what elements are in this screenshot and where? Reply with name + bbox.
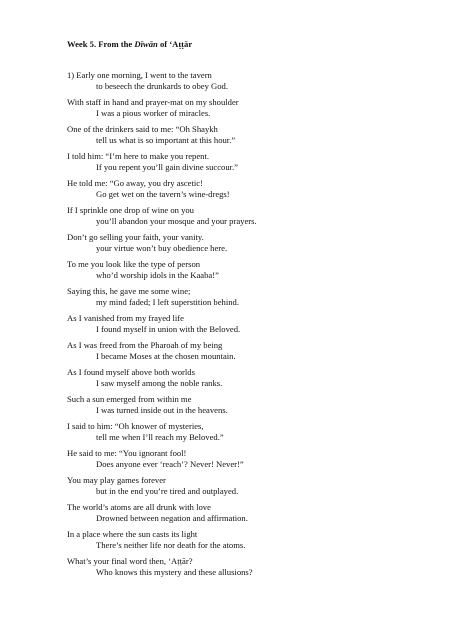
stanza-16 (67, 475, 238, 497)
stanza-7 (67, 232, 227, 254)
stanza-line: You may play games forever (67, 475, 166, 485)
stanza-line: If I sprinkle one drop of wine on you (67, 205, 194, 215)
stanza-1 (67, 70, 228, 92)
stanza-line: Such a sun emerged from within me (67, 394, 192, 404)
stanza-indented-line: your virtue won’t buy obedience here. (96, 243, 228, 253)
stanza-10 (67, 313, 240, 335)
stanza-14 (67, 421, 224, 443)
stanza-line: He told me: “Go away, you dry ascetic! (67, 178, 203, 188)
stanza-line: In a place where the sun casts its light (67, 529, 198, 539)
stanza-19 (67, 556, 253, 578)
stanza-indented-line: but in the end you’re tired and outplayed. (96, 486, 239, 496)
stanza-4 (67, 151, 238, 173)
stanza-line: Don’t go selling your faith, your vanity. (67, 232, 204, 242)
stanza-line: To me you look like the type of person (67, 259, 201, 269)
stanza-indented-line: If you repent you’ll gain divine succour.” (96, 162, 238, 172)
stanza-6 (67, 205, 257, 227)
stanza-line: As I vanished from my frayed life (67, 313, 184, 323)
stanza-indented-line: I saw myself among the noble ranks. (96, 378, 223, 388)
stanza-indented-line: Go get wet on the tavern’s wine-dregs! (96, 189, 230, 199)
stanza-line: 1) Early one morning, I went to the tavern (67, 70, 212, 80)
stanza-3 (67, 124, 235, 146)
heading-suffix: of ‘Aṭṭār (157, 39, 193, 49)
heading-title-italic: Dīwān (134, 39, 158, 49)
stanza-15 (67, 448, 244, 470)
stanza-indented-line: Drowned between negation and affirmation. (96, 513, 248, 523)
stanza-line: Saying this, he gave me some wine; (67, 286, 191, 296)
stanza-line: With staff in hand and prayer-mat on my shoulder (67, 97, 239, 107)
stanza-line: As I was freed from the Pharoah of my being (67, 340, 223, 350)
stanza-11 (67, 340, 236, 362)
stanza-8 (67, 259, 219, 281)
stanza-indented-line: I was a pious worker of miracles. (96, 108, 211, 118)
stanza-indented-line: I found myself in union with the Beloved. (96, 324, 241, 334)
stanza-indented-line: who’d worship idols in the Kaaba!” (96, 270, 219, 280)
page-heading (67, 39, 192, 50)
stanza-line: What’s your final word then, ‘Aṭṭār? (67, 556, 193, 566)
stanza-line: As I found myself above both worlds (67, 367, 195, 377)
stanza-line: One of the drinkers said to me: “Oh Shaykh (67, 124, 218, 134)
stanza-indented-line: tell us what is so important at this hour.” (96, 135, 236, 145)
stanza-17 (67, 502, 248, 524)
stanza-indented-line: you’ll abandon your mosque and your prayers. (96, 216, 257, 226)
stanza-indented-line: There’s neither life nor death for the atoms. (96, 540, 246, 550)
stanza-line: I said to him: “Oh knower of mysteries, (67, 421, 204, 431)
stanza-line: I told him: “I’m here to make you repent. (67, 151, 209, 161)
stanza-indented-line: Who knows this mystery and these allusions? (96, 567, 253, 577)
stanza-indented-line: Does anyone ever ‘reach’? Never! Never!” (96, 459, 244, 469)
stanza-line: He said to me: “You ignorant fool! (67, 448, 187, 458)
stanza-indented-line: tell me when I’ll reach my Beloved.” (96, 432, 224, 442)
stanza-13 (67, 394, 228, 416)
stanza-indented-line: my mind faded; I left superstition behind. (96, 297, 239, 307)
heading-prefix: Week 5. From the (67, 39, 135, 49)
stanza-9 (67, 286, 239, 308)
stanza-2 (67, 97, 239, 119)
stanza-12 (67, 367, 222, 389)
stanza-18 (67, 529, 245, 551)
stanza-indented-line: to beseech the drunkards to obey God. (96, 81, 228, 91)
stanza-indented-line: I was turned inside out in the heavens. (96, 405, 228, 415)
stanza-5 (67, 178, 230, 200)
stanza-line: The world’s atoms are all drunk with love (67, 502, 211, 512)
stanza-indented-line: I became Moses at the chosen mountain. (96, 351, 236, 361)
